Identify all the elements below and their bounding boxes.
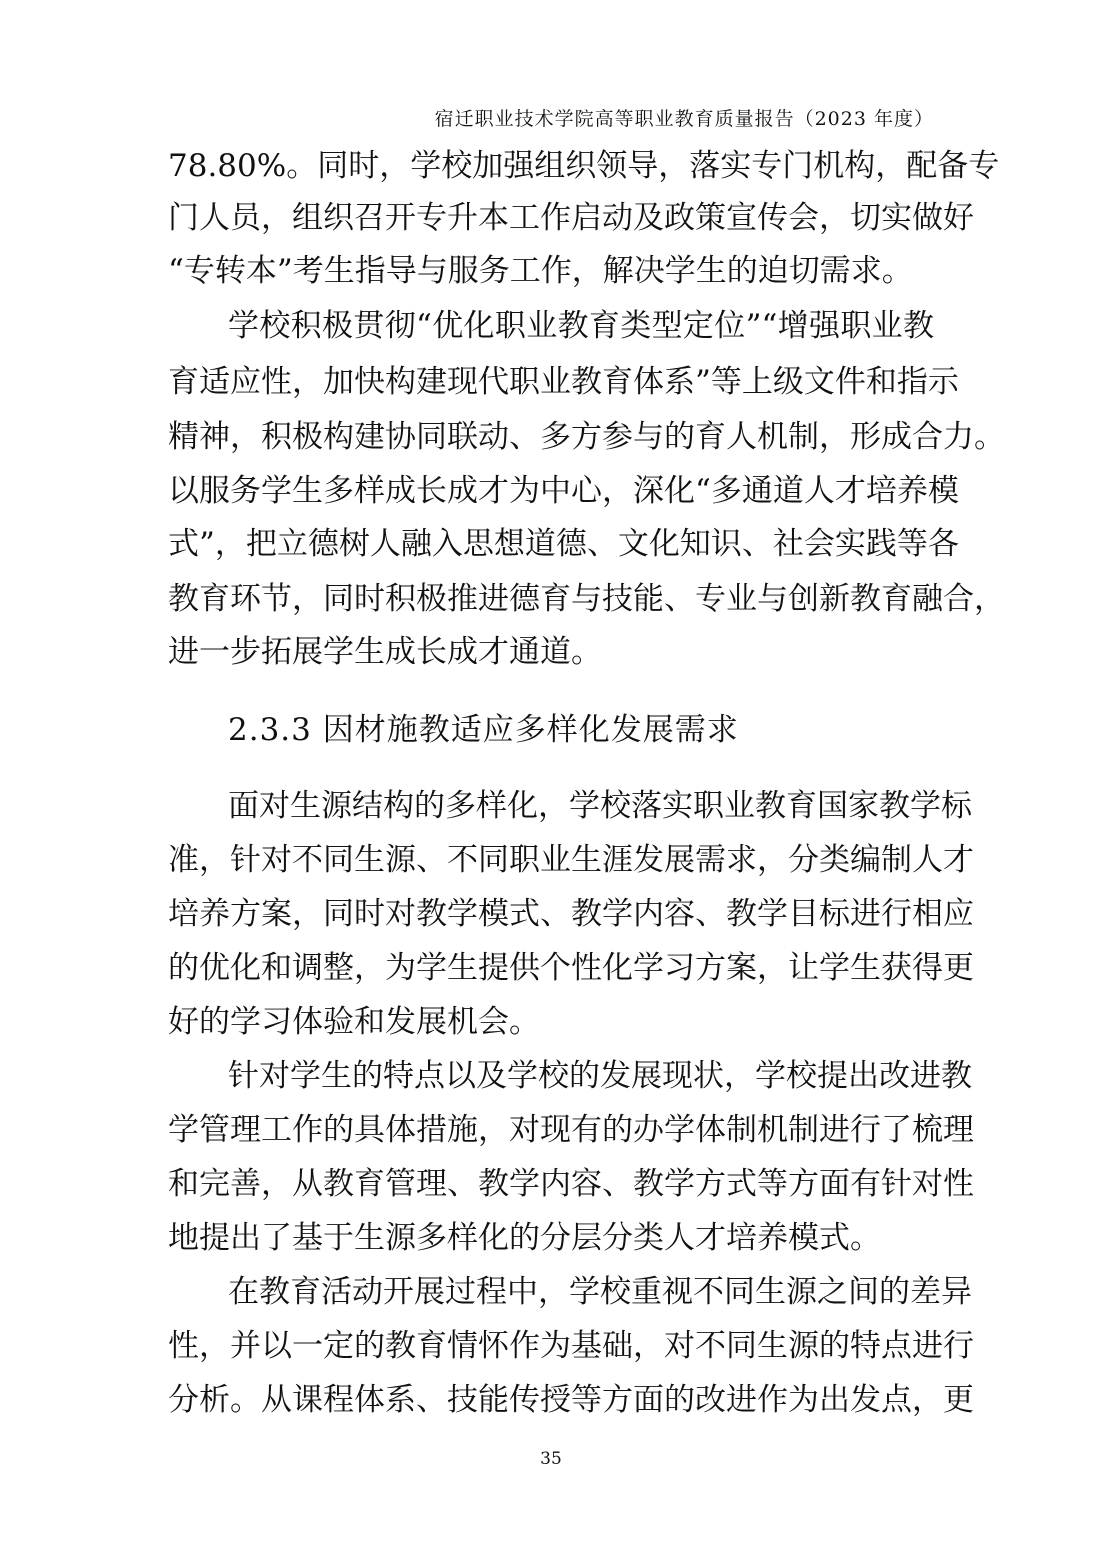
body-line: 培养方案，同时对教学模式、教学内容、教学目标进行相应 [168, 896, 974, 932]
body-line: “专转本”考生指导与服务工作，解决学生的迫切需求。 [168, 253, 913, 289]
running-header: 宿迁职业技术学院高等职业教育质量报告（2023 年度） [434, 108, 934, 130]
body-line: 育适应性，加快构建现代职业教育体系”等上级文件和指示 [168, 364, 959, 400]
body-line: 准，针对不同生源、不同职业生涯发展需求，分类编制人才 [168, 842, 974, 878]
body-line: 针对学生的特点以及学校的发展现状，学校提出改进教 [228, 1058, 972, 1094]
body-line: 学校积极贯彻“优化职业教育类型定位”“增强职业教 [228, 308, 934, 344]
page-number: 35 [540, 1449, 562, 1469]
body-line: 式”，把立德树人融入思想道德、文化知识、社会实践等各 [168, 526, 959, 562]
body-line: 78.80%。同时，学校加强组织领导，落实专门机构，配备专 [168, 148, 1000, 184]
section-heading: 2.3.3 因材施教适应多样化发展需求 [228, 712, 739, 748]
body-line: 学管理工作的具体措施，对现有的办学体制机制进行了梳理 [168, 1112, 974, 1148]
body-line: 以服务学生多样成长成才为中心，深化“多通道人才培养模 [168, 473, 959, 509]
body-line: 精神，积极构建协同联动、多方参与的育人机制，形成合力。 [168, 419, 1005, 455]
body-line: 在教育活动开展过程中，学校重视不同生源之间的差异 [228, 1274, 972, 1310]
body-line: 门人员，组织召开专升本工作启动及政策宣传会，切实做好 [168, 200, 974, 236]
body-line: 性，并以一定的教育情怀作为基础，对不同生源的特点进行 [168, 1328, 974, 1364]
body-line: 好的学习体验和发展机会。 [168, 1004, 540, 1040]
body-line: 面对生源结构的多样化，学校落实职业教育国家教学标 [228, 788, 972, 824]
body-line: 教育环节，同时积极推进德育与技能、专业与创新教育融合， [168, 581, 1005, 617]
body-line: 的优化和调整，为学生提供个性化学习方案，让学生获得更 [168, 950, 974, 986]
body-line: 进一步拓展学生成长成才通道。 [168, 634, 602, 670]
body-line: 分析。从课程体系、技能传授等方面的改进作为出发点，更 [168, 1382, 974, 1418]
body-line: 地提出了基于生源多样化的分层分类人才培养模式。 [168, 1220, 881, 1256]
body-line: 和完善，从教育管理、教学内容、教学方式等方面有针对性 [168, 1166, 974, 1202]
